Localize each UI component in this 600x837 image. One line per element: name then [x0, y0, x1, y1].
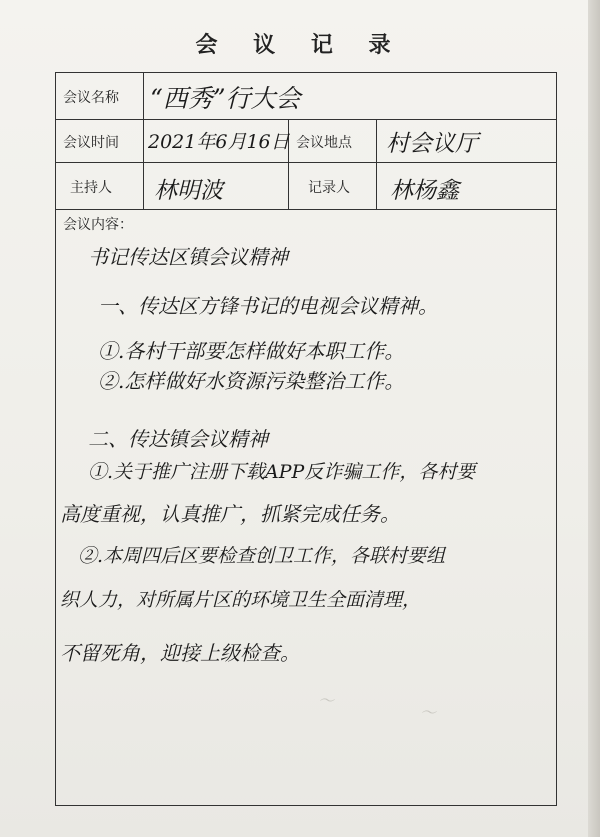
- page-title: 会 议 记 录: [195, 32, 405, 58]
- meeting-time-value: 2021年6月16日: [148, 131, 290, 153]
- page-binding-edge: [588, 0, 600, 837]
- content-line: ①.关于推广注册下载APP反诈骗工作，各村要: [88, 461, 476, 483]
- meeting-time-label: 会议时间: [63, 135, 119, 151]
- row-divider: [56, 162, 556, 163]
- content-line: 不留死角，迎接上级检查。: [60, 641, 300, 665]
- column-divider: [143, 73, 144, 209]
- meeting-name-value: “西秀”行大会: [150, 84, 301, 113]
- recorder-value: 林杨鑫: [390, 178, 459, 204]
- host-label: 主持人: [70, 180, 112, 196]
- bleed-through-mark: ～: [318, 691, 335, 710]
- content-line: ②.本周四后区要检查创卫工作，各联村要组: [78, 545, 446, 567]
- content-label: 会议内容：: [63, 217, 133, 233]
- meeting-name-label: 会议名称: [63, 90, 119, 106]
- content-line: 一、传达区方锋书记的电视会议精神。: [98, 294, 438, 318]
- content-line: 书记传达区镇会议精神: [88, 245, 288, 269]
- bleed-through-mark: ～: [420, 703, 437, 722]
- meeting-record-form: [55, 72, 557, 806]
- row-divider: [56, 209, 556, 210]
- content-line: 织人力，对所属片区的环境卫生全面清理，: [60, 589, 422, 611]
- meeting-place-label: 会议地点: [296, 135, 352, 151]
- meeting-place-value: 村会议厅: [386, 131, 478, 157]
- content-line: 二、传达镇会议精神: [88, 427, 268, 451]
- row-divider: [56, 119, 556, 120]
- content-line: ②.怎样做好水资源污染整治工作。: [98, 369, 405, 393]
- content-line: 高度重视，认真推广，抓紧完成任务。: [60, 502, 400, 526]
- recorder-label: 记录人: [308, 180, 350, 196]
- host-value: 林明波: [154, 178, 223, 204]
- column-divider: [376, 119, 377, 209]
- content-line: ①.各村干部要怎样做好本职工作。: [98, 339, 405, 363]
